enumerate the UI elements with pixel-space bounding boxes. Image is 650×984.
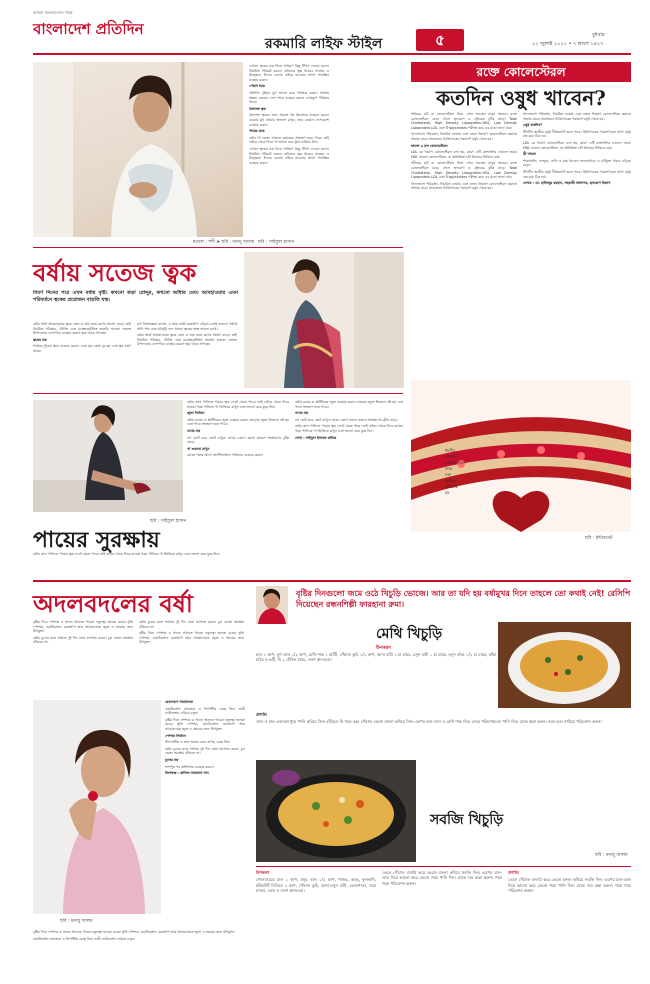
recipe-2-ingredients: পোলাওয়ের চাল ১ কাপ, মসুর ডাল ১/২ কাপ, গাজর, আলু, ফুলকপি, মটরশুঁটি মিলিয়ে ২ কাপ, পেঁয়াজ কুচি, আদা-রসুন বাটা, তেজপাতা, গরম মসলা, তেল ও লবণ স্বাদমতো। (256, 877, 376, 894)
foot-bottom-text (33, 552, 403, 576)
recipe-1-ing-label: উপকরণ (376, 646, 391, 651)
foot-headline: পায়ের সুরক্ষায় (33, 527, 160, 553)
subhead-what-to-eat: কী খাবেন (523, 152, 537, 157)
foot-paragraph: বর্ষায় কাদা পানিতে পায়ের ত্বক ফেটে যেতে পারে। তাই বাইরে থেকে ফিরে হালকা গরম পানিতে পা ভিজিয়ে রাখুন এবং ভালো করে মুছে নিন। (187, 400, 289, 409)
recipe-2-method-col-1 (382, 870, 502, 978)
subhead-nail: নখের যত্ন (187, 428, 201, 433)
hair-paragraph: শ্যাম্পুর পর কন্ডিশনার ব্যবহার করুন। (165, 764, 214, 769)
medicine-paragraph: স্ট্যাটিন জাতীয় ওষুধ দীর্ঘমেয়াদি হতে পারে। চিকিৎসকের পরামর্শ ছাড়া হঠাৎ ওষুধ বন্ধ করা ঠিক নয়। (523, 129, 631, 139)
artery-side-labels (445, 448, 485, 496)
photo-caption-top: মডেল : শশী ➤ ছবি : মনজু আলম (193, 240, 255, 245)
rain-paragraph-7: বৃষ্টির দিনে পোশাক ও সাজে আনতে পারেন নতুনত্ব। হালকা রঙের সুতি পোশাক, ওয়াটারপ্রুফ মেকআপ আর আরামদায়ক জুতা এ সময়ের জন্য উপযুক্ত। (33, 930, 235, 934)
recipe-2-method-text-a: তেলে পেঁয়াজ বাদামি করে ভেজে মসলা কষিয়ে সবজি দিন। এরপর চাল-ডাল দিয়ে ভালো করে ভেজে গরম পানি দিন। ঢেকে দমে রান্না করুন। গরম গরম পরিবেশন করুন। (382, 870, 502, 886)
model-photo-top (33, 62, 243, 237)
subhead-foot-top: পায়ের যত্নে (249, 129, 265, 134)
rain-paragraph-1: বৃষ্টির দিনে পোশাক ও সাজে আনতে পারেন নতুনত্ব। হালকা রঙের সুতি পোশাক, ওয়াটারপ্রুফ মেকআপ আর আরামদায়ক জুতা এ সময়ের জন্য উপযুক্ত। (33, 620, 133, 634)
recipe-2-title: সবজি খিচুড়ি (430, 812, 504, 828)
model-photo-rain (33, 700, 161, 914)
powder-paragraph: মোজা পরার আগে অ্যান্টিফাঙ্গাল পাউডার ব্যবহার করুন। (187, 453, 263, 458)
rain-col-1 (33, 620, 133, 698)
subhead-skin-care: ত্বকের যত্ন (33, 337, 47, 342)
logo-tagline: আমরা বাংলাদেশের পক্ষে (33, 10, 73, 15)
side-label: বাধাগ্রস্ত (445, 484, 458, 489)
divider-skin (33, 247, 403, 248)
side-label: কোলেস্টেরল (445, 460, 466, 465)
cholesterol-paragraph-1: শরীরের চর্বি বা কোলেস্টেরল নিয়ে এখন সচেতন মানুষ অনেক। রক্তে কোলেস্টেরল বেড়ে গেলে হৃদরোগ ও স্ট্রোকের ঝুঁকি বাড়ে। Total Cholesterol, High Density Lipoprotein-HDL, Low Density Lipoprotein-LDL এবং Triglycerides পরীক্ষা করে এর মাত্রা জানা যায়। (411, 112, 517, 130)
subhead-powder: পা শুকনো রাখুন (187, 446, 210, 451)
model-photo-foot (33, 400, 183, 512)
cholesterol-col-2 (523, 112, 631, 374)
intro-paragraph-repeat: এখানে ত্বকের যত্ন নিয়ে সাধারণ কিছু টিপস দেওয়া হলো। নিয়মিত পরিচর্যা করলে বর্ষাতেও ত্বক থাকবে সতেজ ও উজ্জ্বল। দিনের বেলায় বাইরে যাওয়ার আগে সানস্ক্রিন ব্যবহার করুন। (249, 146, 329, 165)
masthead-rule (33, 53, 631, 55)
skin-col-2 (137, 322, 237, 386)
issue-date: ২২ জুলাই ২০২০ • ৭ শ্রাবণ ১৪২৭ (532, 41, 604, 47)
subhead-medicine: ওষুধ কতদিন? (523, 123, 543, 128)
skin-col-1 (33, 322, 131, 386)
model-photo-saree (244, 252, 404, 388)
cholesterol-col-1 (411, 112, 517, 374)
divider-recipe-2 (256, 866, 631, 867)
recipe-1-method-label: প্রণালি (256, 712, 267, 717)
rain-photo-caption: ছবি : মনজু আলম (60, 919, 93, 924)
oily-paragraph: তৈলাক্ত ত্বকের জন্য অয়েল ফ্রি ক্লিনজার ব্যবহার করুন। বারবার মুখ ধোয়ার অভ্যাস রাখুন, তবে কোমল ফেসওয়াশ ব্যবহার করুন। (249, 113, 329, 127)
cholesterol-kicker: রক্তে কোলেস্টেরল (476, 65, 566, 79)
rain-col-4 (33, 930, 245, 978)
foot-col-2 (295, 400, 403, 520)
recipe-2-ingredients-col (256, 870, 376, 978)
skin-lead: বিবর্ণ দিনের পরে এখন বর্ষার বৃষ্টি। কখনো কড়া রোদ্দুর, কখনো আঁধার মেঘ। আবহাওয়ার এমন পরিবর্তনে ত্বকের প্রয়োজন বাড়তি যত্ন। (33, 290, 238, 303)
foot-byline: লেখা : সাইফুল ইসলাম রাজিব (295, 435, 337, 440)
recipe-2-method-col-2 (508, 870, 631, 978)
artery-illustration (411, 380, 631, 532)
subhead-nail-2: নখের যত্ন (295, 411, 309, 416)
section-title: রকমারি লাইফ স্টাইল (265, 36, 383, 52)
divider-bottom (33, 580, 631, 582)
recipe-1-method (256, 712, 631, 756)
rain-byline: বিশেষজ্ঞ : কানিজ আলমাস খান (165, 771, 209, 776)
nail-paragraph-2: নখ ছোট করে কেটে রাখুন। নখের কোণে ময়লা জমলে সংক্রমণের ঝুঁকি বাড়ে। (295, 417, 398, 422)
skin-paragraph-3: বর্ষার আর্দ্র আবহাওয়ায় ত্বকে তেল ও ঘাম জমে ব্রণের সমস্যা বাড়ে। তাই নিয়মিত পরিষ্কার, টোনিং এবং ময়েশ্চারাইজিং জরুরি। হালকা ভেষজ উপাদানের ফেসপ্যাক ব্যবহার করলে ত্বক থাকে প্রাণবন্ত। (137, 333, 237, 347)
what-to-eat-paragraph: শাকসবজি, ফলমূল, ওটস ও মাছ খাবেন। ভাজাপোড়া ও চর্বিযুক্ত খাবার এড়িয়ে চলুন। (523, 158, 631, 168)
khichuri-banner: বৃষ্টির দিনগুলো জমে ওঠে খিচুড়ি ভোজে। আর তা যদি হয় বর্ষামুখর দিনে তাহলে তো কথাই নেই! রেসিপি দিয়েছেন রন্ধনশিল্পী ফারহানা রুমা। (296, 589, 631, 609)
foot-bottom-paragraph: বর্ষায় কাদা পানিতে পায়ের ত্বক ফেটে যেতে পারে। তাই বাইরে থেকে ফিরে হালকা গরম পানিতে পা ভিজিয়ে রাখুন এবং ভালো করে মুছে নিন। (33, 552, 220, 556)
rain-col-2 (139, 620, 244, 698)
side-caption: ছবি : সাইফুল হাসান (258, 240, 295, 245)
rain-col-3 (165, 700, 245, 920)
dress-paragraph: সিনথেটিক ও দ্রুত শুকায় এমন কাপড় বেছে নিন। (165, 740, 231, 745)
cholesterol-paragraph-7: স্ট্যাটিন জাতীয় ওষুধ দীর্ঘমেয়াদি হতে পারে। চিকিৎসকের পরামর্শ ছাড়া হঠাৎ ওষুধ বন্ধ করা ঠিক নয়। (523, 169, 631, 179)
recipe-1-title: মেথি খিচুড়ি (376, 626, 443, 642)
page-number-badge: ৫ (416, 29, 464, 51)
recipe-2-method-text: তেলে পেঁয়াজ বাদামি করে ভেজে মসলা কষিয়ে সবজি দিন। এরপর চাল-ডাল দিয়ে ভালো করে ভেজে গরম পানি দিন। ঢেকে দমে রান্না করুন। গরম গরম পরিবেশন করুন। (508, 877, 631, 894)
cholesterol-paragraph-5: খাদ্যাভ্যাস পরিবর্তন, নিয়মিত ব্যায়াম এবং ওজন নিয়ন্ত্রণ কোলেস্টেরল কমাতে সাহায্য করে। প্রয়োজনে চিকিৎসকের পরামর্শে ওষুধ খেতে হয়। (523, 112, 631, 121)
subhead-dress: পোশাক নির্বাচন (165, 733, 186, 738)
sabji-khichuri-photo (256, 760, 416, 862)
subhead-shoe: জুতা নির্বাচন (187, 411, 205, 416)
chef-photo (256, 586, 288, 624)
foot-col-1 (187, 400, 289, 520)
foot-top-paragraph: বর্ষায় পা ভেজা থাকলে ছত্রাকের সংক্রমণ হতে পারে। তাই বাইরে থেকে ফিরে পা ভালো করে ধুয়ে শুকিয়ে নিন। (249, 135, 329, 145)
recipe-1-method-text: ডাল ও চাল একসঙ্গে ধুয়ে পানি ঝরিয়ে নিন। হাঁড়িতে ঘি গরম করে পেঁয়াজ ভেজে মসলা কষিয়ে নিন। এরপর চাল-ডাল ও মেথি শাক দিয়ে নেড়ে পরিমাণমতো পানি দিয়ে ঢেকে রান্না করুন। নরম হলে নামিয়ে পরিবেশন করুন। (256, 719, 602, 725)
subhead-ldl: ভালো ও মন্দ কোলেস্টেরল (411, 143, 448, 148)
cholesterol-paragraph-6: LDL কে খারাপ কোলেস্টেরল বলা হয়, কারণ এটি রক্তনালির দেয়ালে জমে। HDL ভালো কোলেস্টেরল, যা অতিরিক্ত চর্বি লিভারে ফিরিয়ে নেয়। (523, 140, 631, 150)
logo[interactable]: বাংলাদেশ প্রতিদিন (33, 20, 144, 38)
ldl-paragraph: LDL কে খারাপ কোলেস্টেরল বলা হয়, কারণ এটি রক্তনালির দেয়ালে জমে। HDL ভালো কোলেস্টেরল, যা অতিরিক্ত চর্বি লিভারে ফিরিয়ে নেয়। (411, 150, 517, 159)
intro-column-1 (249, 64, 329, 234)
rain-paragraph-6: বর্ষায় চুলের যত্নে সপ্তাহে দুই দিন তেল ম্যাসাজ করুন। চুল ভেজা অবস্থায় বাঁধবেন না। (165, 746, 245, 756)
recipe-1-ingredients: চাল ১ কাপ, মুগ ডাল ১/২ কাপ, মেথি শাক ১ আঁটি, পেঁয়াজ কুচি ১/২ কাপ, আদা বাটা ১ চা চামচ, রসুন বাটা ১ চা চামচ, হলুদ গুঁড়া ১/২ চা চামচ, কাঁচা মরিচ ৫-৬টি, ঘি ২ টেবিল চামচ, লবণ স্বাদমতো। (256, 652, 496, 663)
rain-paragraph-4: বৃষ্টির দিনে পোশাক ও সাজে আনতে পারেন নতুনত্ব। হালকা রঙের সুতি পোশাক, ওয়াটারপ্রুফ মেকআপ আর আরামদায়ক জুতা এ সময়ের জন্য উপযুক্ত। (139, 631, 244, 645)
cholesterol-headline: কতদিন ওষুধ খাবেন? (436, 86, 606, 110)
skin-care-paragraph: সপ্তাহে দুইবার স্ক্রাব ব্যবহার করুন। এতে মৃত কোষ দূর হয় এবং ত্বক মসৃণ থাকে। (33, 344, 131, 353)
skin-paragraph-1: বর্ষার আর্দ্র আবহাওয়ায় ত্বকে তেল ও ঘাম জমে ব্রণের সমস্যা বাড়ে। তাই নিয়মিত পরিষ্কার, টোনিং এবং ময়েশ্চারাইজিং জরুরি। হালকা ভেষজ উপাদানের ফেসপ্যাক ব্যবহার করলে ত্বক থাকে প্রাণবন্ত। (33, 322, 131, 336)
side-label: ধমনীর (445, 448, 456, 453)
nail-paragraph: নখ ছোট করে কেটে রাখুন। নখের কোণে ময়লা জমলে সংক্রমণের ঝুঁকি বাড়ে। (187, 435, 289, 445)
methi-khichuri-photo (498, 622, 631, 708)
side-label: দেয়ালে (445, 454, 457, 459)
intro-paragraph: এখানে ত্বকের যত্ন নিয়ে সাধারণ কিছু টিপস দেওয়া হলো। নিয়মিত পরিচর্যা করলে বর্ষাতেও ত্বক থাকবে সতেজ ও উজ্জ্বল। দিনের বেলায় বাইরে যাওয়ার আগে সানস্ক্রিন ব্যবহার করুন। (249, 64, 329, 82)
rain-paragraph-2: বর্ষায় চুলের যত্নে সপ্তাহে দুই দিন তেল ম্যাসাজ করুন। চুল ভেজা অবস্থায় বাঁধবেন না। (33, 635, 133, 645)
rain-paragraph-8: ওয়াটারপ্রুফ মাসকারা ও লিপস্টিক বেছে নিন। ভারী ফাউন্ডেশন এড়িয়ে চলুন। (33, 936, 135, 941)
side-label: রক্ত (445, 472, 452, 477)
subhead-hair: চুলের যত্ন (165, 757, 179, 762)
makeup-paragraph: ওয়াটারপ্রুফ মাসকারা ও লিপস্টিক বেছে নিন। ভারী ফাউন্ডেশন এড়িয়ে চলুন। (165, 706, 245, 716)
foot-paragraph-2: বর্ষায় রাবার বা প্লাস্টিকের জুতা ব্যবহার করুন। চামড়ার জুতা ভিজলে নষ্ট হয় এবং পায়ে সংক্রমণ হতে পারে। (295, 400, 403, 409)
recipe-2-method-label: প্রণালি (508, 870, 519, 875)
subhead-pore: পোরস যত্নে (249, 84, 265, 89)
cholesterol-paragraph-2: খাদ্যাভ্যাস পরিবর্তন, নিয়মিত ব্যায়াম এবং ওজন নিয়ন্ত্রণ কোলেস্টেরল কমাতে সাহায্য করে। প্রয়োজনে চিকিৎসকের পরামর্শে ওষুধ খেতে হয়। (411, 132, 517, 141)
khichuri-photo-caption: ছবি : মনজু আলম (595, 853, 628, 858)
cholesterol-paragraph-4: খাদ্যাভ্যাস পরিবর্তন, নিয়মিত ব্যায়াম এবং ওজন নিয়ন্ত্রণ কোলেস্টেরল কমাতে সাহায্য করে। প্রয়োজনে চিকিৎসকের পরামর্শে ওষুধ খেতে হয়। (411, 181, 517, 191)
skin-headline: বর্ষায় সতেজ ত্বক (33, 258, 197, 287)
recipe-2-ing-label: উপকরণ (256, 870, 270, 875)
rain-paragraph-5: বৃষ্টির দিনে পোশাক ও সাজে আনতে পারেন নতুনত্ব। হালকা রঙের সুতি পোশাক, ওয়াটারপ্রুফ মেকআপ আর আরামদায়ক জুতা এ সময়ের জন্য উপযুক্ত। (165, 717, 245, 731)
cholesterol-paragraph-3: শরীরের চর্বি বা কোলেস্টেরল নিয়ে এখন সচেতন মানুষ অনেক। রক্তে কোলেস্টেরল বেড়ে গেলে হৃদরোগ ও স্ট্রোকের ঝুঁকি বাড়ে। Total Cholesterol, High Density Lipoprotein-HDL, Low Density Lipoprotein-LDL এবং Triglycerides পরীক্ষা করে এর মাত্রা জানা যায়। (411, 161, 517, 180)
rain-paragraph-3: বর্ষায় চুলের যত্নে সপ্তাহে দুই দিন তেল ম্যাসাজ করুন। চুল ভেজা অবস্থায় বাঁধবেন না। (139, 620, 244, 629)
skin-paragraph-2: রূপ বিশেষজ্ঞরা বলেন, এ সময় ভারী মেকআপ এড়িয়ে চলাই ভালো। পর্যাপ্ত পানি পান এবং মৌসুমি ফল খাওয়া ত্বকের স্বাস্থ্য ভালো রাখে। (137, 322, 237, 331)
divider-foot (33, 393, 403, 394)
subhead-makeup: মেকআপে সাবধানতা (165, 700, 193, 704)
artery-caption: ছবি : ইন্টারনেট (585, 536, 613, 541)
rain-headline: অদলবদলের বর্ষা (33, 589, 193, 618)
shoe-paragraph: বর্ষায় রাবার বা প্লাস্টিকের জুতা ব্যবহার করুন। চামড়ার জুতা ভিজলে নষ্ট হয় এবং পায়ে সংক্রমণ হতে পারে। (187, 417, 289, 427)
subhead-oily: তৈলাক্ত ত্বক (249, 106, 266, 111)
issue-day: বুধবার (592, 32, 605, 38)
side-label: জমে (445, 466, 453, 471)
side-label: চলাচল (445, 478, 457, 483)
foot-paragraph-3: বর্ষায় কাদা পানিতে পায়ের ত্বক ফেটে যেতে পারে। তাই বাইরে থেকে ফিরে হালকা গরম পানিতে পা ভিজিয়ে রাখুন এবং ভালো করে মুছে নিন। (295, 424, 403, 433)
masthead (0, 0, 650, 60)
cholesterol-byline: লেখক : ডা. হাফিজুর রহমান, সহকারী অধ্যাপক, হৃদরোগ বিভাগ (523, 181, 611, 186)
foot-photo-caption: ছবি : সাইফুল হাসান (150, 519, 187, 524)
pore-paragraph: প্রতিদিন দুইবার মুখ ভালো করে পরিষ্কার করুন। সপ্তাহে অন্তত একবার ফেস প্যাক ব্যবহার করলে লোমকূপ পরিষ্কার থাকে। (249, 90, 329, 105)
side-label: হয় (445, 490, 450, 495)
